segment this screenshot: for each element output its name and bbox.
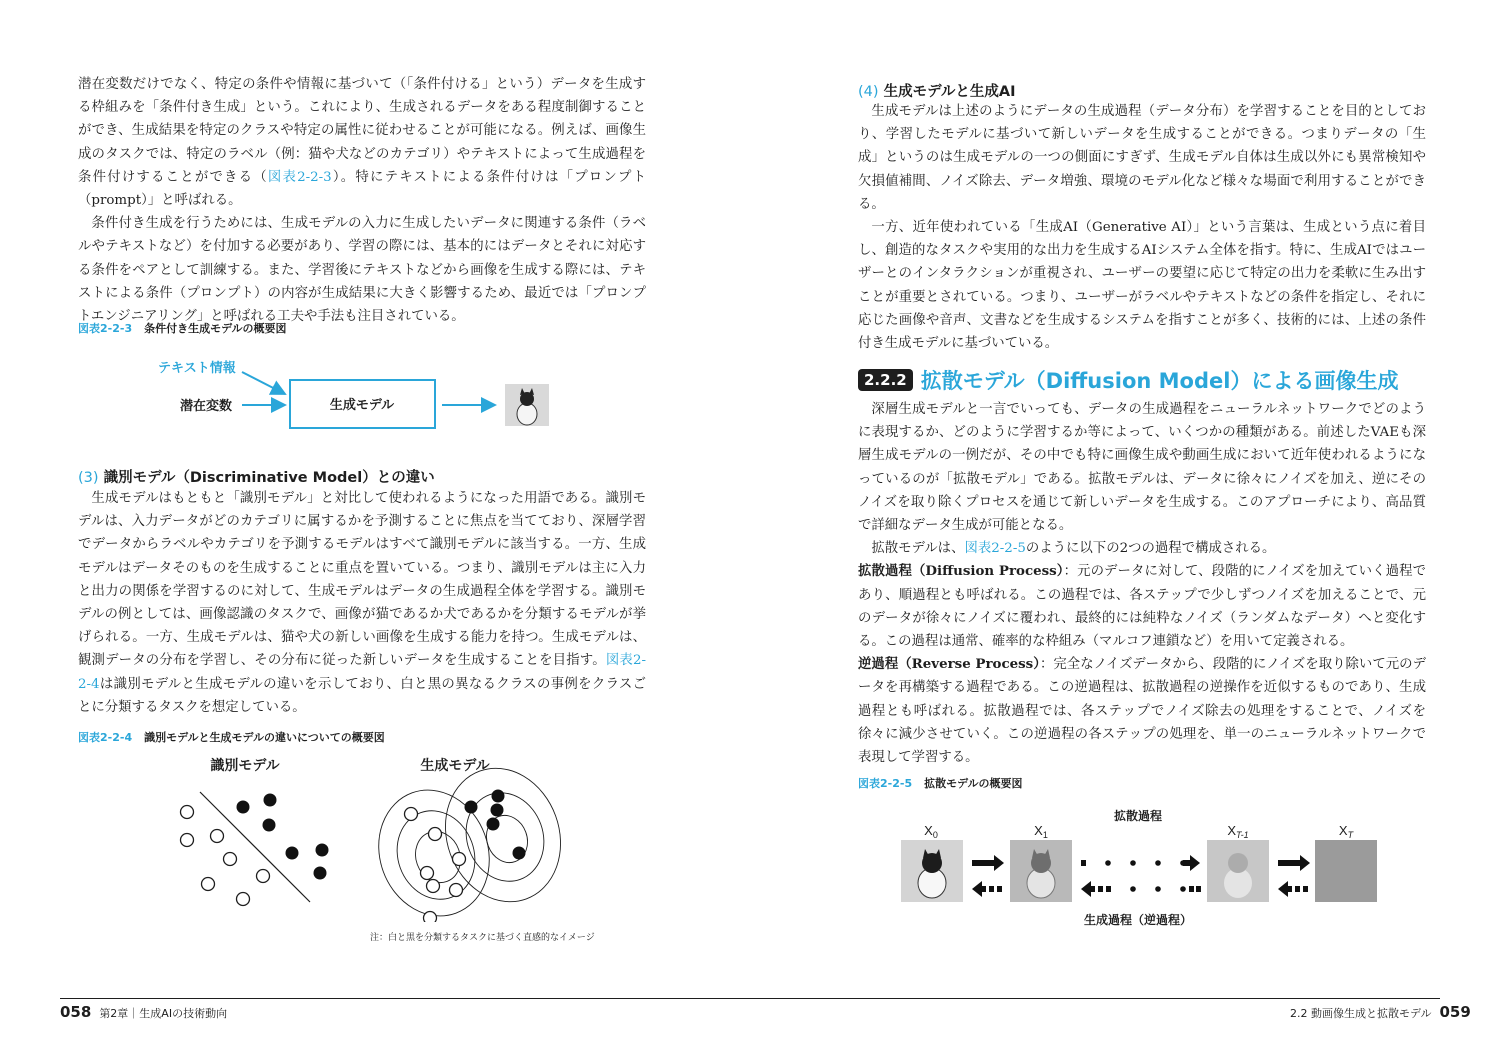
figure-caption-2-2-5: 図表2-2-5 拡散モデルの概要図 (858, 777, 1023, 790)
discriminative-title: 識別モデル (210, 758, 280, 774)
paragraph-conditional-generation: 潜在変数だけでなく、特定の条件や情報に基づいて（「条件付ける」という）データを生成する枠組みを「条件付き生成」という。これにより、生成されるデータをある程度制御することができ、生成結果を特定のクラスや特定の属性に従わせることが可能になる。例えば、画像生成のタスクでは、特定のラベル（例：猫や犬などのカテゴリ）やテキストによって生成過程を条件付けすることができる（図表2-2-3）。特にテキストによる条件付けは「プロンプト（prompt）」と呼ばれる。 (78, 77, 647, 209)
generative-model-label: 生成モデル (329, 398, 395, 413)
forward-process-label: 拡散過程 (1113, 809, 1163, 823)
black-class-points (237, 794, 329, 880)
xt-minus-1-label: $X_{T-1}$ (1227, 823, 1249, 840)
white-class-points (181, 806, 270, 906)
paragraph-two-processes: 拡散モデルは、図表2-2-5のように以下の2つの過程で構成される。 (871, 541, 1276, 557)
section-number-badge: 2.2.2 (858, 369, 913, 391)
x0-clean-image (901, 840, 963, 902)
text-info-label: テキスト情報 (158, 361, 236, 376)
figure-caption-2-2-4: 図表2-2-4 識別モデルと生成モデルの違いについての概要図 (78, 731, 385, 744)
paragraph-generative-ai-2: 一方、近年使われている「生成AI（Generative AI）」という言葉は、生成という点に着目し、創造的なタスクや実用的な出力を生成するAIシステム全体を指す。特に、生成AIではユーザーとのインタラクションが重視され、ユーザーの要望に応じて特定の出力を柔軟に生み出すことが重要とされている。つまり、ユーザーがラベルやテキストなどの条件を指定し、それに応じた画像や音声、文書などを生成するシステムを指すことが多く、技術的には、上述の条件付き生成モデルに基づいている。 (858, 220, 1426, 352)
section-2-2-2-heading: 2.2.2 拡散モデル（Diffusion Model）による画像生成 (858, 365, 1398, 395)
figure-caption-2-2-3: 図表2-2-3 条件付き生成モデルの概要図 (78, 322, 287, 335)
text-info-arrow (242, 372, 285, 394)
xt-pure-noise-image (1315, 840, 1377, 902)
right-body-top (858, 100, 1426, 355)
reverse-process-label: 生成過程（逆過程） (1083, 913, 1193, 927)
paragraph-discriminative: 生成モデルはもともと「識別モデル」と対比して使われるようになった用語である。識別モデルは、入力データがどのカテゴリに属するかを予測することに焦点を当てており、深層学習でデータからラベルやカテゴリを予測するモデルはすべて識別モデルに該当する。一方、生成モデルはデータそのものを生成することに重点を置いている。つまり、識別モデルは主に入力と出力の関係を学習するのに対して、生成モデルはデータの生成過程全体を学習する。識別モデルの例としては、画像認識のタスクで、画像が猫であるか犬であるかを分類するモデルが挙げられる。一方、生成モデルは、猫や犬の新しい画像を生成する能力を持つ。生成モデルは、観測データの分布を学習し、その分布に従った新しいデータを生成することを目指す。図表2-2-4は識別モデルと生成モデルの違いを示しており、白と黒の異なるクラスの事例をクラスごとに分類するタスクを想定している。 (78, 491, 646, 715)
figure-link-2-2-3[interactable]: 図表2-2-3 (267, 169, 332, 185)
x1-noisy-image (1010, 840, 1072, 902)
paragraph-generative-ai-1: 生成モデルは上述のようにデータの生成過程（データ分布）を学習することを目的としており、学習したモデルに基づいて新しいデータを生成することができる。つまりデータの「生成」というのは生成モデルの一つの側面にすぎず、生成モデル自体は生成以外にも異常検知や欠損値補間、ノイズ除去、データ増強、環境のモデル化など様々な場面で利用することができる。 (858, 104, 1426, 212)
left-footer-rule (60, 998, 750, 999)
cat-image-icon (505, 384, 549, 426)
right-footer-rule (750, 998, 1440, 999)
white-points-generative (405, 808, 466, 923)
paragraph-reverse-process: 逆過程（Reverse Process）：完全なノイズデータから、段階的にノイズを取り除いて元のデータを再構築する過程である。この逆過程は、拡散過程の逆操作を近似するものであり、生成過程とも呼ばれる。拡散過程では、各ステップでノイズ除去の処理をすることで、ノイズを徐々に減少させていく。この逆過程の各ステップの処理を、単一のニューラルネットワークで表現して学習する。 (858, 656, 1426, 766)
generative-title: 生成モデル (420, 758, 490, 774)
right-footer: 2.2 動画像生成と拡散モデル 059 (1290, 1003, 1471, 1021)
left-body-bottom (78, 487, 646, 719)
figure-link-2-2-4[interactable]: 図表2-2-4 (78, 653, 646, 692)
left-footer: 058 第2章｜生成AIの技術動向 (60, 1003, 228, 1021)
paragraph-diffusion-intro: 深層生成モデルと一言でいっても、データの生成過程をニューラルネットワークでどのように表現するか、どのように学習するか等によって、いくつかの種類がある。前述したVAEも深層生成モデルの一例だが、その中でも特に画像生成や動画生成において近年使われるようになっているのが「拡散モデル」である。拡散モデルは、データに徐々にノイズを加え、逆にそのノイズを取り除くプロセスを通じて新しいデータを生成する。このアプローチにより、高品質で詳細なデータ生成が可能となる。 (858, 402, 1426, 534)
xt-minus-1-noisy-image (1207, 840, 1269, 902)
x1-label: $X_1$ (1034, 823, 1048, 840)
diffusion-model-diagram (898, 805, 1458, 935)
xt-label: $X_T$ (1338, 823, 1354, 840)
left-body-top (78, 73, 646, 328)
section-3-heading: (3) 識別モデル（Discriminative Model）との違い (78, 470, 435, 486)
paragraph-forward-process: 拡散過程（Diffusion Process）：元のデータに対して、段階的にノイズを加えていく過程であり、順過程とも呼ばれる。この過程では、各ステップで少しずつノイズを加えることで、元のデータが徐々にノイズに覆われ、最終的には純粋なノイズ（ランダムなデータ）へと変化する。この過程は通常、確率的な枠組み（マルコフ連鎖など）を用いて定義される。 (858, 563, 1426, 650)
latent-variable-label: 潜在変数 (180, 399, 233, 414)
discriminative-vs-generative-diagram (170, 752, 590, 922)
section-4-heading: (4) 生成モデルと生成AI (858, 84, 1016, 100)
figure-note: 注：白と黒を分類するタスクに基づく直感的なイメージ (370, 933, 595, 943)
x0-label: $X_0$ (924, 823, 938, 840)
conditional-generation-diagram (150, 352, 570, 442)
paragraph-conditional-training: 条件付き生成を行うためには、生成モデルの入力に生成したいデータに関連する条件（ラベルやテキストなど）を付加する必要があり、学習の際には、基本的にはデータとそれに対応する条件をペアとして訓練する。また、学習後にテキストなどから画像を生成する際には、テキストによる条件（プロンプト）の内容が生成結果に大きく影響するため、最近では「プロンプトエンジニアリング」と呼ばれる工夫や手法も注目されている。 (78, 216, 646, 325)
figure-link-2-2-5[interactable]: 図表2-2-5 (964, 541, 1026, 557)
right-body-bottom (858, 398, 1426, 769)
